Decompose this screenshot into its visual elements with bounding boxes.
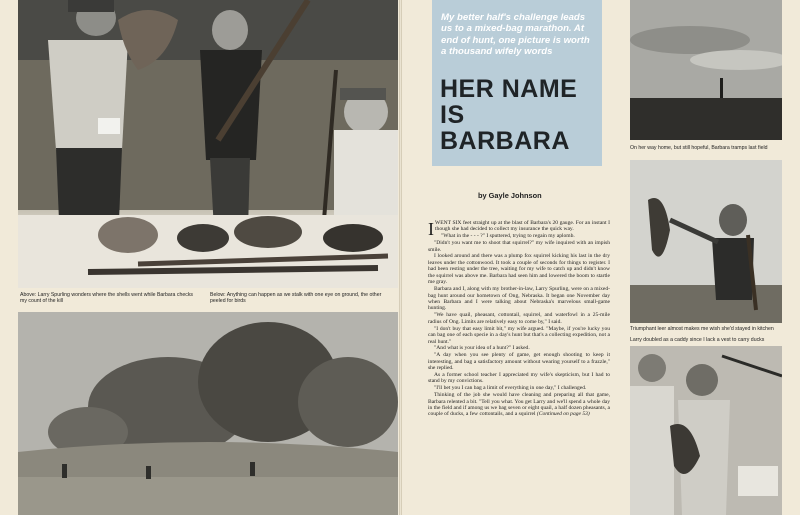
photo-ducks-illustration [630, 346, 782, 515]
photo-field-walk-illustration [630, 0, 782, 140]
story-paragraph: Thinking of the job she would have cleaning and preparing all that game, Barbara relented a bit. "Tell you what. You get Larry and we'll spend a whole day in the field and if among us we bag seven or eight quail, a half dozen pheasants, a couple of ducks, a few cottontails, and a squirrel (Continued on page 53) [428, 392, 610, 418]
story-paragraph: "I'll bet you I can bag a limit of everything in one day," I challenged. [434, 385, 587, 392]
article-title [440, 76, 600, 154]
photo-field-with-trees [18, 312, 398, 515]
title-line-1: HER NAME [440, 75, 578, 103]
caption-top-left: Above: Larry Spurling wonders where the shells went while Barbara checks my count of the kill [20, 292, 194, 305]
story-body [428, 220, 610, 515]
story-paragraph: As a former school teacher I appreciated my wife's skepticism, but I had to stand by my convictions. [428, 371, 610, 385]
byline: by Gayle Johnson [478, 191, 542, 200]
story-paragraph: "Didn't you want me to shoot that squirrel?" my wife inquired with an impish smile. [428, 240, 610, 253]
story-paragraph: I looked around and there was a plump fox squirrel kicking his last in the dry leaves under the cottonwood. It took a couple of seconds for things to register. I had been resting under the tree, waiting for my wife to catch up and didn't know the squirrel was above me. Barbara had seen him and lowered the boom to startle me gray. [428, 253, 610, 286]
page-gutter [399, 0, 402, 515]
story-paragraph: "I don't buy that easy limit bit," my wife argued. "Maybe, if you're lucky you can bag one of each specie in a day's hunt but that's a collecting expedition, not a real hunt." [428, 325, 610, 345]
story-paragraph: "A day when you see plenty of game, get enough shooting to keep it interesting, and bag a satisfactory amount without wearing yourself to a frazzle," she replied. [428, 352, 610, 372]
caption-top-right: Below: Anything can happen as we stalk with one eye on ground, the other peeled for birds [210, 292, 382, 305]
continued-note: (Continued on page 53) [536, 411, 590, 418]
article-deck: My better half's challenge leads us to a mixed-bag marathon. At end of hunt, one picture is worth a thousand wifely words [441, 12, 590, 58]
photo-woman-with-duck [630, 160, 782, 323]
photo-hunters-with-ducks [630, 346, 782, 515]
photo-hunters-illustration [18, 0, 398, 288]
photo-hunters-with-game [18, 0, 398, 288]
story-paragraph: "What in the - - - ?" I sputtered, trying to regain my aplomb. [441, 233, 575, 240]
photo-field-walk [630, 0, 782, 140]
title-line-2: IS [440, 101, 465, 129]
photo-woman-illustration [630, 160, 782, 323]
photo-field-illustration [18, 312, 398, 515]
drop-cap: I [428, 220, 434, 239]
story-paragraph: Barbara and I, along with my brother-in-law, Larry Spurling, were on a mixed-bag hunt around our hometown of Ong, Nebraska. It began one November day when Barbara and I were talking about Nebraska's marvelous small-game hunting. [428, 286, 610, 312]
story-paragraph: "We have quail, pheasant, cottontail, squirrel, and waterfowl in a 25-mile radius of Ong. Limits are relatively easy to come by," I said. [428, 312, 610, 325]
story-paragraph: IWENT SIX feet straight up at the blast of Barbara's 20 gauge. For an instant I though she had decided to collect my insurance the quick way. [428, 220, 610, 239]
story-paragraph: "And what is your idea of a hunt?" I asked. [434, 345, 530, 352]
caption-right-2: Triumphant leer almost makes me wish she'd stayed in kitchen [630, 326, 774, 332]
caption-right-1: On her way home, but still hopeful, Barbara tramps last field [630, 145, 768, 151]
caption-right-3: Larry doubled as a caddy since I lack a vest to carry ducks [630, 337, 765, 343]
title-line-3: BARBARA [440, 127, 570, 155]
